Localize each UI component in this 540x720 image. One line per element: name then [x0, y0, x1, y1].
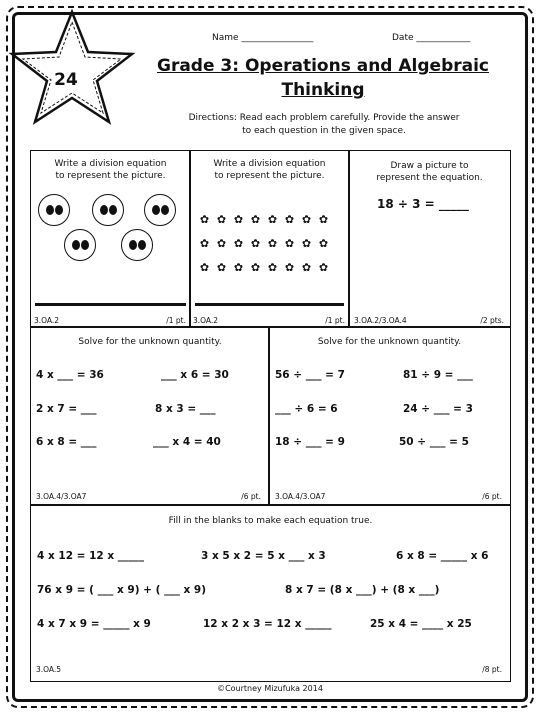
points-label: /6 pt. — [241, 492, 261, 501]
equation: 24 ÷ ___ = 3 — [403, 403, 473, 415]
star-badge-icon — [8, 8, 136, 128]
box3-prompt-line2: represent the equation. — [376, 173, 483, 183]
standard-label: 3.OA.2/3.OA.4 — [354, 316, 407, 325]
face-picture — [92, 194, 124, 226]
directions-line2: to each question in the given space. — [242, 126, 406, 136]
equation: 3 x 5 x 2 = 5 x ___ x 3 — [201, 550, 326, 562]
equation: 6 x 8 = _____ x 6 — [396, 550, 489, 562]
date-field[interactable]: Date ____________ — [392, 33, 471, 43]
equation: 12 x 2 x 3 = 12 x _____ — [203, 618, 332, 630]
equation: 76 x 9 = ( ___ x 9) + ( ___ x 9) — [37, 584, 207, 596]
points-label: /2 pts. — [480, 316, 504, 325]
problem-box-1 — [30, 150, 191, 328]
equation: 8 x 7 = (8 x ___) + (8 x ___) — [285, 584, 440, 596]
standard-label: 3.OA.5 — [36, 665, 62, 674]
equation: 6 x 8 = ___ — [36, 436, 97, 448]
equation: 4 x 12 = 12 x _____ — [37, 550, 145, 562]
equation: 25 x 4 = ____ x 25 — [370, 618, 472, 630]
equation: ___ x 6 = 30 — [161, 369, 229, 381]
box1-prompt-line1: Write a division equation — [54, 159, 167, 169]
box2-prompt-line2: to represent the picture. — [214, 171, 325, 181]
standard-label: 3.OA.2 — [193, 316, 219, 325]
points-label: /1 pt. — [325, 316, 345, 325]
equation: 81 ÷ 9 = ___ — [403, 369, 473, 381]
equation: ___ ÷ 6 = 6 — [275, 403, 338, 415]
points-label: /6 pt. — [482, 492, 502, 501]
directions-line1: Directions: Read each problem carefully. Provide the answer — [188, 113, 460, 123]
equation: ___ x 4 = 40 — [153, 436, 221, 448]
box2-prompt-line1: Write a division equation — [213, 159, 326, 169]
page-title-line1: Grade 3: Operations and Algebraic — [156, 56, 490, 76]
problem-box-2 — [189, 150, 350, 328]
equation: 18 ÷ ___ = 9 — [275, 436, 345, 448]
box6-prompt: Fill in the blanks to make each equation true. — [168, 516, 373, 526]
equation: 4 x 7 x 9 = _____ x 9 — [37, 618, 151, 630]
face-picture — [144, 194, 176, 226]
box4-prompt: Solve for the unknown quantity. — [78, 337, 222, 347]
box3-prompt-line1: Draw a picture to — [390, 161, 469, 171]
badge-number: 24 — [54, 70, 78, 90]
equation: 8 x 3 = ___ — [155, 403, 216, 415]
answer-line[interactable] — [35, 303, 186, 306]
answer-line[interactable] — [195, 303, 344, 306]
points-label: /8 pt. — [482, 665, 502, 674]
standard-label: 3.OA.2 — [34, 316, 60, 325]
acorn-picture: ✿ ✿ ✿ ✿ ✿ ✿ ✿ ✿ ✿ ✿ ✿ ✿ ✿ ✿ ✿ ✿ ✿ ✿ ✿ ✿ ✿ ✿ ✿ ✿ — [199, 213, 329, 274]
standard-label: 3.OA.4/3.OA7 — [36, 492, 87, 501]
face-picture — [64, 229, 96, 261]
problem-box-5 — [268, 326, 511, 506]
copyright-footer: ©Courtney Mizufuka 2014 — [217, 684, 323, 693]
page-title-line2: Thinking — [281, 80, 365, 100]
box5-prompt: Solve for the unknown quantity. — [317, 337, 462, 347]
points-label: /1 pt. — [166, 316, 186, 325]
equation: 2 x 7 = ___ — [36, 403, 97, 415]
face-picture — [38, 194, 70, 226]
problem-box-3 — [348, 150, 511, 328]
equation: 56 ÷ ___ = 7 — [275, 369, 345, 381]
box1-prompt-line2: to represent the picture. — [55, 171, 166, 181]
equation: 4 x ___ = 36 — [36, 369, 104, 381]
problem-box-4 — [30, 326, 270, 506]
face-picture — [121, 229, 153, 261]
equation: 18 ÷ 3 = _____ — [377, 197, 469, 211]
name-field[interactable]: Name ________________ — [212, 33, 314, 43]
equation: 50 ÷ ___ = 5 — [399, 436, 469, 448]
problem-box-6 — [30, 504, 511, 682]
standard-label: 3.OA.4/3.OA7 — [275, 492, 326, 501]
